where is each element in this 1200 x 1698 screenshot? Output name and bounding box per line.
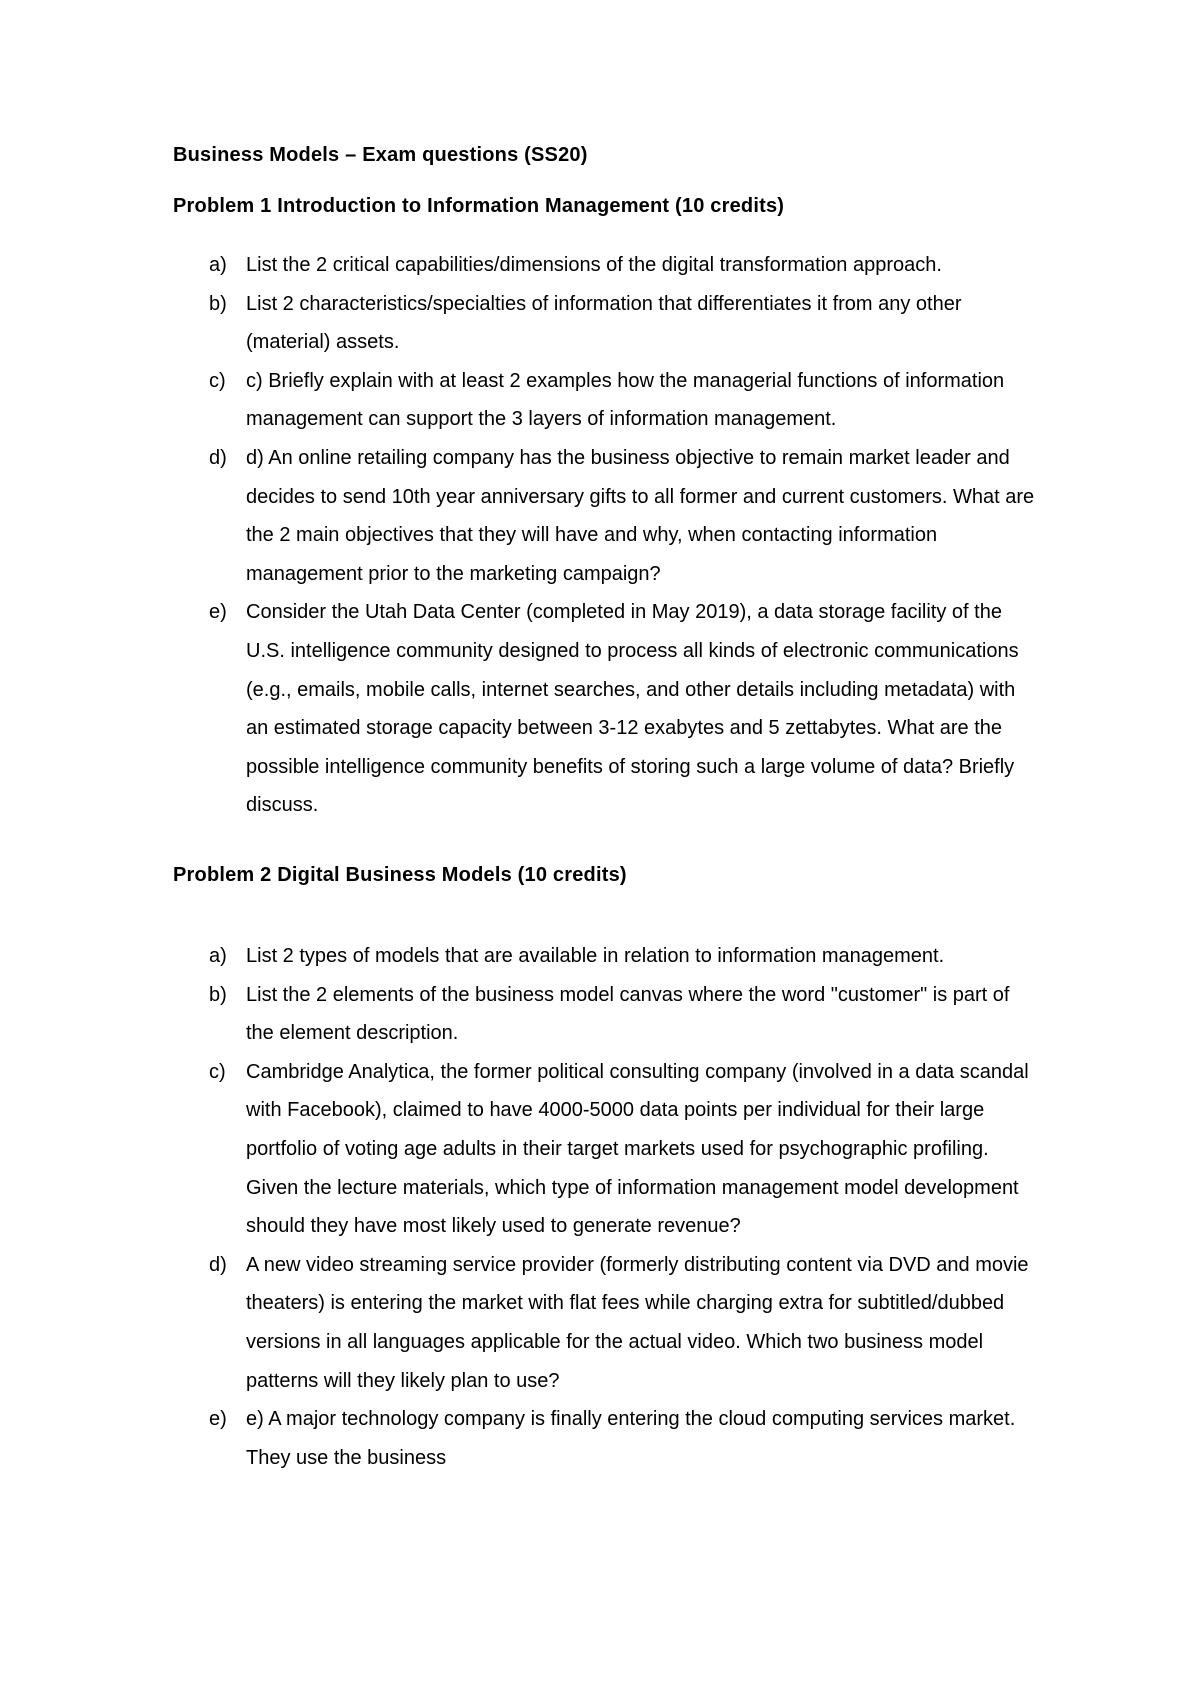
question-marker: b) xyxy=(209,983,227,1006)
question-marker: d) xyxy=(209,1253,227,1276)
question-text: c) Briefly explain with at least 2 examples how the managerial functions of information management can support the 3 layers of information management. xyxy=(246,369,1005,431)
problem-1-question-b xyxy=(0,285,1200,362)
problem-2-question-e xyxy=(0,1400,1200,1477)
problem-2-question-c xyxy=(0,1053,1200,1246)
question-text: List 2 types of models that are available in relation to information management. xyxy=(246,945,945,967)
question-text: List the 2 elements of the business model canvas where the word "customer" is part of the element description. xyxy=(246,983,1010,1045)
question-marker: b) xyxy=(209,292,227,315)
question-text: e) A major technology company is finally entering the cloud computing services market. They use the business xyxy=(246,1408,1016,1469)
question-marker: e) xyxy=(209,601,227,624)
question-text: A new video streaming service provider (formerly distributing content via DVD and movie theaters) is entering the market with flat fees while charging extra for subtitled/dubbed versions in all languages applicable for the actual video. Which two business model patterns will they likely plan to use? xyxy=(246,1253,1029,1392)
question-text: Cambridge Analytica, the former political consulting company (involved in a data scandal with Facebook), claimed to have 4000-5000 data points per individual for their large portfolio of voting age adults in their target markets used for psychographic profiling. Given the lecture materials, which type of information management model development should they have most likely used to generate revenue? xyxy=(246,1060,1029,1238)
question-marker: a) xyxy=(209,254,227,276)
question-marker: c) xyxy=(209,369,226,392)
problem-1-question-a xyxy=(0,246,1200,285)
problem-1-heading: Problem 1 Introduction to Information Management (10 credits) xyxy=(173,195,785,217)
problem-2-question-b xyxy=(0,976,1200,1053)
question-marker: a) xyxy=(209,945,227,967)
problem-2-heading: Problem 2 Digital Business Models (10 credits) xyxy=(173,864,627,886)
question-text: Consider the Utah Data Center (completed in May 2019), a data storage facility of the U.S. intelligence community designed to process all kinds of electronic communications (e.g., emails, mobile calls, internet searches, and other details including metadata) with an estimated storage capacity between 3-12 exabytes and 5 zettabytes. What are the possible intelligence community benefits of storing such a large volume of data? Briefly discuss. xyxy=(246,601,1019,817)
problem-2-question-list xyxy=(0,937,1200,1477)
question-text: List 2 characteristics/specialties of information that differentiates it from any other (material) assets. xyxy=(246,292,962,354)
question-marker: e) xyxy=(209,1408,227,1431)
problem-1-question-c xyxy=(0,362,1200,439)
problem-1-question-list xyxy=(0,246,1200,825)
question-marker: d) xyxy=(209,446,227,469)
problem-1-question-e xyxy=(0,593,1200,825)
question-text: List the 2 critical capabilities/dimensions of the digital transformation approach. xyxy=(246,254,942,276)
document-title: Business Models – Exam questions (SS20) xyxy=(173,144,588,166)
question-marker: c) xyxy=(209,1060,226,1083)
problem-2-question-d xyxy=(0,1246,1200,1400)
question-text: d) An online retailing company has the business objective to remain market leader and decides to send 10th year anniversary gifts to all former and current customers. What are the 2 main objectives that they will have and why, when contacting information management prior to the marketing campaign? xyxy=(246,446,1035,585)
problem-2-question-a xyxy=(0,937,1200,976)
problem-1-question-d xyxy=(0,439,1200,593)
